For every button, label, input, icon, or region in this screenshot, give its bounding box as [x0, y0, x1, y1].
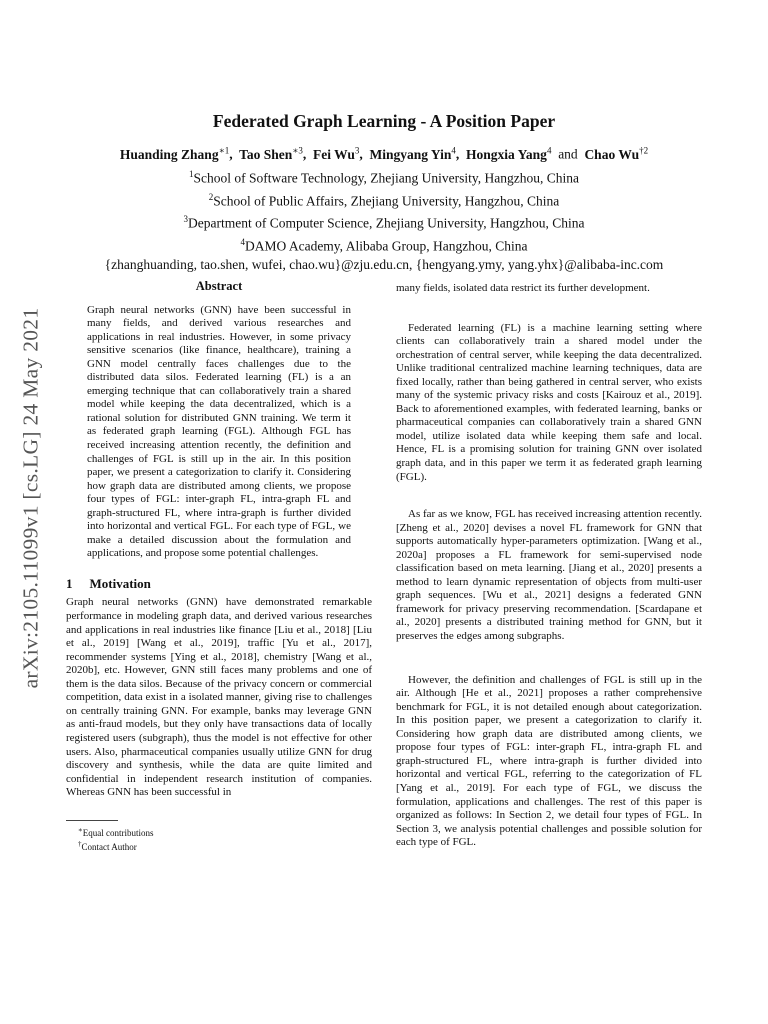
outline-paragraph: However, the definition and challenges of FGL is still up in the air. Although [He et al., 2021] proposes a rather comprehensive benchmark for FGL, it is not detailed enough about categorization. In this position paper, we present a categorization to clarify it. Considering how graph data are distributed among clients, we propose four types of FGL: inter-graph FL, intra-graph FL and graph-structured FL, where intra-graph is further divided into horizontal and vertical FGL, referring to the categorization of FL [Yang et al., 2019]. For each type of FGL, we discuss the formulation, applications and challenges. The rest of this paper is organized as follows: In Section 2, we detail four types of FGL. In Section 3, we analysis potential challenges and possible solution for each type of FGL.	[396, 673, 702, 849]
affiliation: $^2$School of Public Affairs, Zhejiang University, Hangzhou, China	[208, 191, 560, 208]
author: Tao Shen$^{∗3}$	[239, 145, 303, 162]
affiliation: $^3$Department of Computer Science, Zhejiang University, Hangzhou, China	[183, 214, 585, 231]
and-word: and	[558, 146, 578, 162]
author: Huanding Zhang$^{∗1}$	[119, 145, 230, 162]
author-list: Huanding Zhang$^{∗1}$, Tao Shen$^{∗3}$, Fei Wu$^3$, Mingyang Yin$^4$, Hongxia Yang$^4$ and Chao Wu$^{\dagger 2}$	[119, 145, 649, 162]
author: Mingyang Yin$^4$	[369, 145, 456, 162]
author: Hongxia Yang$^4$	[466, 145, 552, 162]
left-column	[66, 280, 372, 854]
section-number: 1	[66, 575, 73, 591]
right-column	[396, 282, 702, 850]
affiliations	[0, 165, 768, 274]
footnote: ∗Equal contributions	[78, 825, 154, 838]
author: Chao Wu$^{\dagger 2}$	[584, 145, 649, 162]
footnote-divider	[66, 820, 118, 821]
author-emails: {zhanghuanding, tao.shen, wufei, chao.wu}@zju.edu.cn, {hengyang.ymy, yang.yhx}@alibaba-inc.com	[104, 257, 664, 272]
arxiv-sidebar	[10, 268, 52, 728]
motivation-paragraph: Graph neural networks (GNN) have demonstrated remarkable performance in modeling graph data, and derived various researches and applications in real industries like finance [Liu et al., 2018] [Liu et al., 2019] [Wang et al., 2019], traffic [Yu et al., 2017], recommender systems [Ying et al., 2018], chemistry [Wang et al., 2020b], etc. However, GNN still faces many problems and one of them is the data silos. Because of the privacy concern or commercial competition, data exist in a isolated manner, giving rise to challenges on centrally training GNN. For example, banks may leverage GNN as anti-fraud models, but they only have transactions data of locally registered users (subgraph), thus the model is not effective for other users. Also, pharmaceutical companies usually utilize GNN for drug discovery and synthesis, while the data are quite limited and confidential in independent research institution of companies. Whereas GNN has been successful in	[66, 596, 372, 799]
paper-title: Federated Graph Learning - A Position Paper	[212, 111, 556, 131]
section-title: Motivation	[89, 575, 151, 591]
abstract	[66, 304, 372, 561]
abstract-text: Graph neural networks (GNN) have been successful in many fields, and derived various researches and applications in real industries. However, in some privacy sensitive scenarios (like finance, healthcare), training a GNN model centrally faces challenges due to the distributed data silos. Federated learning (FL) is a an emerging technique that can collaboratively train a shared model while keeping the data decentralized, which is a rational solution for distributed GNN training. We term it as federated graph learning (FGL). Although FGL has received increasing attention recently, the definition and challenges of FGL is still up in the air. In this position paper, we present a categorization to clarify it. Considering how graph data are distributed among clients, we propose four types of FGL: inter-graph FL, intra-graph FL and graph-structured FL, where intra-graph is further divided into horizontal and vertical FGL. For each type of FGL, we make a detailed discussion about the formulation and applications, and propose some potential challenges.	[87, 303, 351, 560]
abstract-heading: Abstract	[195, 279, 243, 293]
continuation-paragraph: many fields, isolated data restrict its further development.	[396, 282, 650, 294]
affiliation: $^4$DAMO Academy, Alibaba Group, Hangzhou, China	[240, 236, 528, 253]
related-work-paragraph: As far as we know, FGL has received increasing attention recently. [Zheng et al., 2020] devises a novel FL framework for GNN that supports automatically hyper-parameters optimization. [Wang et al., 2020a] proposes a FL framework for semi-supervised node classification based on meta learning. [Jiang et al., 2020] presents a method to learn dynamic representation of objects from multi-user graph sequences. [Wu et al., 2021] designs a federated GNN framework for privacy preserving recommendation. [Scardapane et al., 2020] presents a distributed training method for GNN, but it preserves the edges among subgraphs.	[396, 508, 702, 643]
arxiv-identifier: arXiv:2105.11099v1 [cs.LG] 24 May 2021	[18, 307, 43, 689]
footnote: †Contact Author	[78, 840, 137, 853]
fl-paragraph: Federated learning (FL) is a machine learning setting where clients can collaboratively train a shared model under the orchestration of central server, while keeping the data decentralized. Unlike traditional centralized machine learning techniques, data are fixed locally, rather than being gathered in central server, who exists many of the systemic privacy risks and costs [Kairouz et al., 2019]. Back to aforementioned examples, with federated learning, banks or pharmaceutical companies can collaboratively train a shared GNN model, utilize isolated data while keeping them safe and local. Hence, FL is a promising solution for training GNN over isolated graph data, and in this paper we term it as federated graph learning (FGL).	[396, 321, 702, 483]
affiliation: $^1$School of Software Technology, Zhejiang University, Hangzhou, China	[189, 169, 579, 186]
author: Fei Wu$^3$	[313, 145, 360, 162]
section-heading	[66, 577, 372, 591]
